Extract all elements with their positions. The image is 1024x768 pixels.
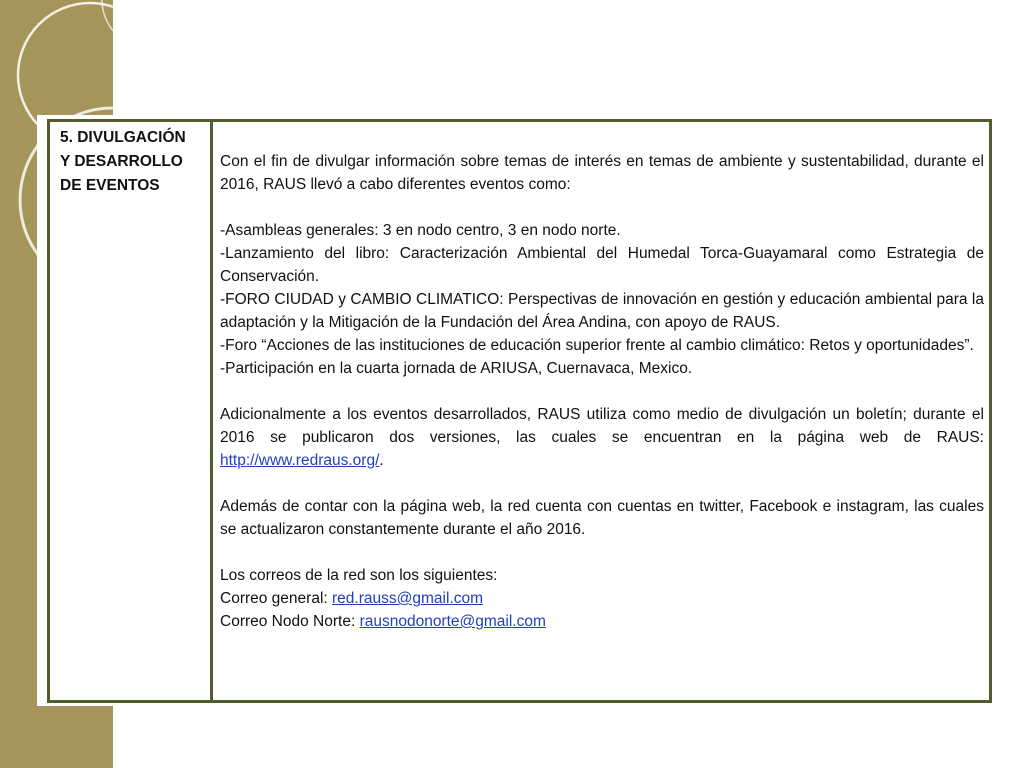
website-link[interactable]: http://www.redraus.org/: [220, 452, 380, 469]
event-item: -Lanzamiento del libro: Caracterización Ambiental del Humedal Torca-Guayamaral como Estrategia de Conservación.: [220, 245, 984, 285]
column-divider: [210, 122, 213, 700]
intro-paragraph: Con el fin de divulgar información sobre temas de interés en temas de ambiente y sustentabilidad, durante el 2016, RAUS llevó a cabo diferentes eventos como:: [220, 153, 984, 193]
event-item: -FORO CIUDAD y CAMBIO CLIMATICO: Perspectivas de innovación en gestión y educación ambiental para la adaptación y la Mitigación de la Fundación del Área Andina, con apoyo de RAUS.: [220, 291, 984, 331]
email-norte-line: [220, 610, 984, 633]
section-title: 5. DIVULGACIÓN Y DESARROLLO DE EVENTOS: [60, 129, 186, 194]
email-general-line: [220, 587, 984, 610]
bulletin-text: Adicionalmente a los eventos desarrollados, RAUS utiliza como medio de divulgación un boletín; durante el 2016 se publicaron dos versiones, las cuales se encuentran en la página web de RAUS:: [220, 406, 984, 446]
content-table: [47, 119, 992, 703]
bulletin-end: .: [379, 452, 384, 469]
email-norte-label: Correo Nodo Norte:: [220, 613, 360, 630]
email-general-link[interactable]: red.rauss@gmail.com: [332, 590, 483, 607]
section-body: [220, 150, 984, 633]
event-item: -Asambleas generales: 3 en nodo centro, 3 en nodo norte.: [220, 222, 621, 239]
event-item: -Participación en la cuarta jornada de ARIUSA, Cuernavaca, Mexico.: [220, 360, 693, 377]
emails-intro: Los correos de la red son los siguientes:: [220, 567, 498, 584]
event-item: -Foro “Acciones de las instituciones de educación superior frente al cambio climático: Retos y oportunidades”.: [220, 337, 974, 354]
email-general-label: Correo general:: [220, 590, 333, 607]
bulletin-paragraph: [220, 403, 984, 472]
social-media-paragraph: Además de contar con la página web, la red cuenta con cuentas en twitter, Facebook e instagram, las cuales se actualizaron constantemente durante el año 2016.: [220, 498, 984, 538]
email-norte-link[interactable]: rausnodonorte@gmail.com: [359, 613, 546, 630]
